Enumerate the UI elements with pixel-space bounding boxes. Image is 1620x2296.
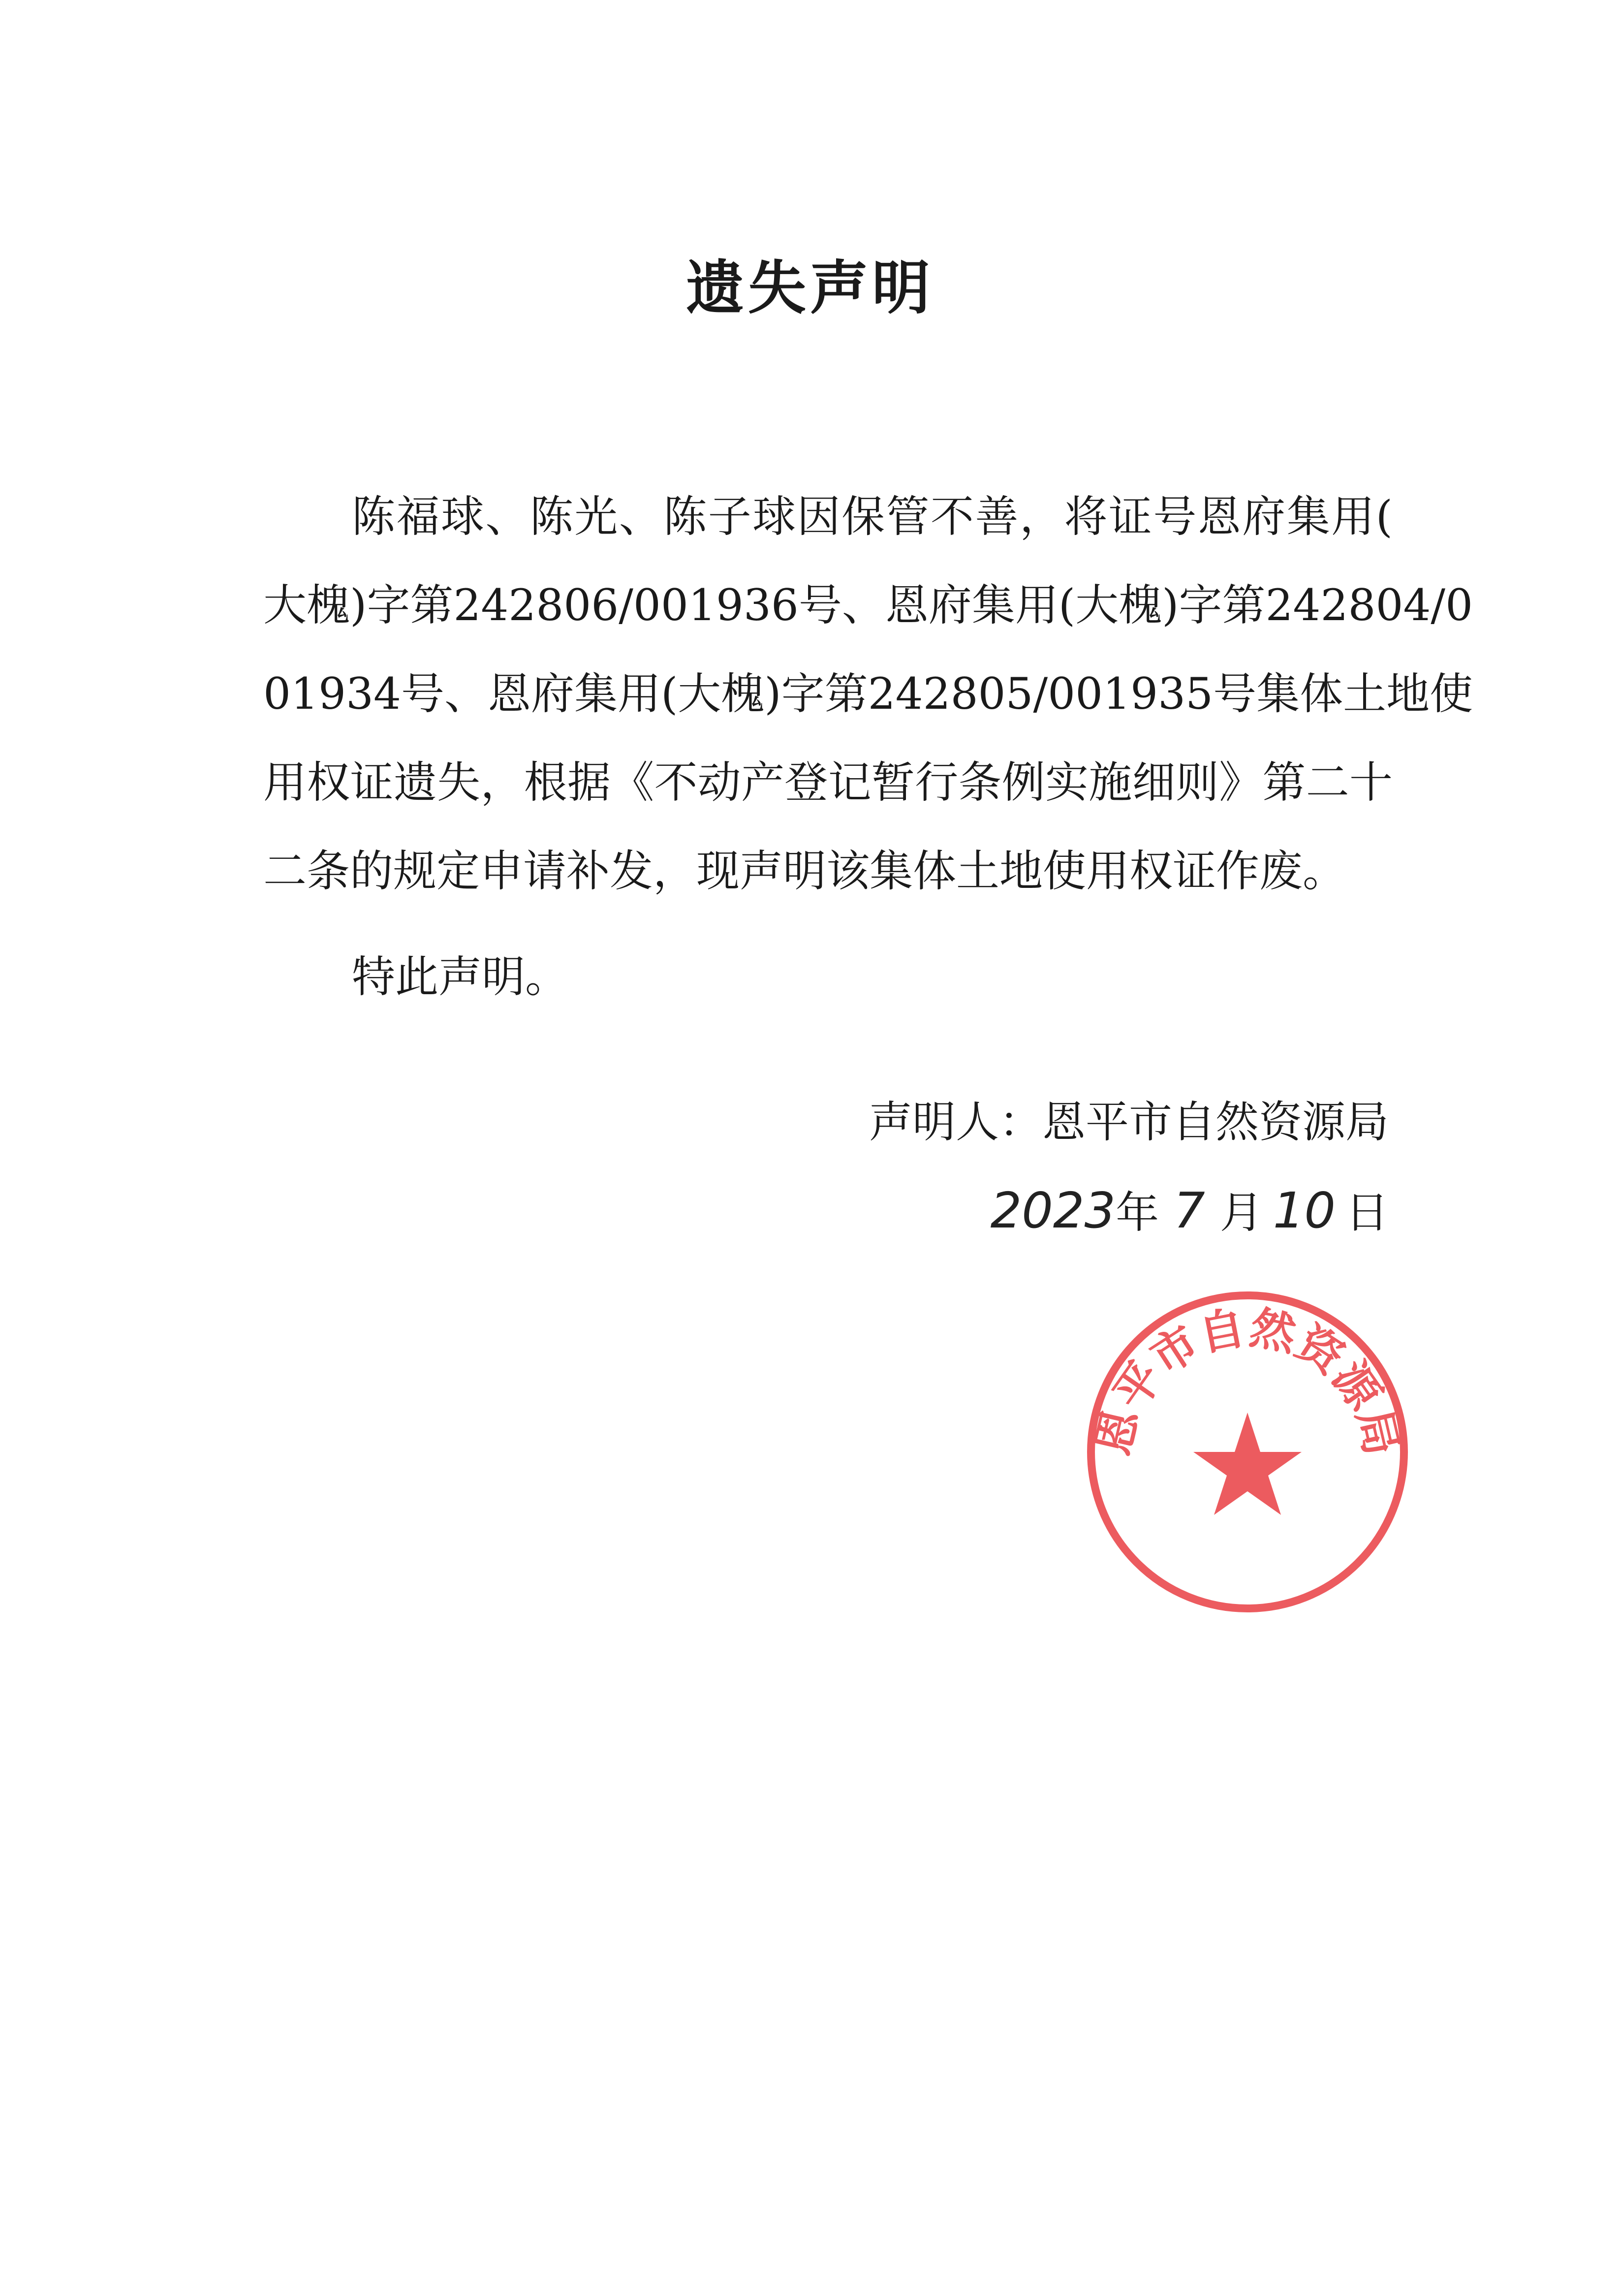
star-icon xyxy=(1193,1413,1302,1515)
date xyxy=(991,1181,1389,1242)
body-line-2: 大槐)字第242806/001936号、恩府集用(大槐)字第242804/0 xyxy=(263,580,1473,630)
body-line-5: 二条的规定申请补发，现声明该集体土地使用权证作废。 xyxy=(263,846,1346,896)
declarant-name: 恩平市自然资源局 xyxy=(1042,1097,1389,1147)
document-title: 遗失声明 xyxy=(685,253,934,322)
date-day: 10 xyxy=(1273,1182,1336,1239)
official-seal-stamp xyxy=(1085,1290,1410,1614)
closing-statement: 特此声明。 xyxy=(352,951,569,1002)
date-year: 2023 xyxy=(990,1182,1116,1239)
date-month: 7 xyxy=(1174,1182,1205,1239)
declarant-label: 声明人： xyxy=(869,1097,1042,1147)
body-line-4: 用权证遗失，根据《不动产登记暂行条例实施细则》第二十 xyxy=(263,757,1393,808)
body-line-3: 01934号、恩府集用(大槐)字第242805/001935号集体土地使 xyxy=(263,668,1473,719)
seal-ring xyxy=(1091,1295,1404,1608)
date-day-unit: 日 xyxy=(1345,1187,1389,1238)
seal-text: 恩平市自然资源局 xyxy=(1086,1300,1409,1460)
date-month-unit: 月 xyxy=(1219,1187,1263,1238)
date-year-unit: 年 xyxy=(1116,1187,1159,1238)
body-line-1: 陈福球、陈光、陈子球因保管不善，将证号恩府集用( xyxy=(352,491,1393,542)
declarant xyxy=(869,1095,1389,1149)
